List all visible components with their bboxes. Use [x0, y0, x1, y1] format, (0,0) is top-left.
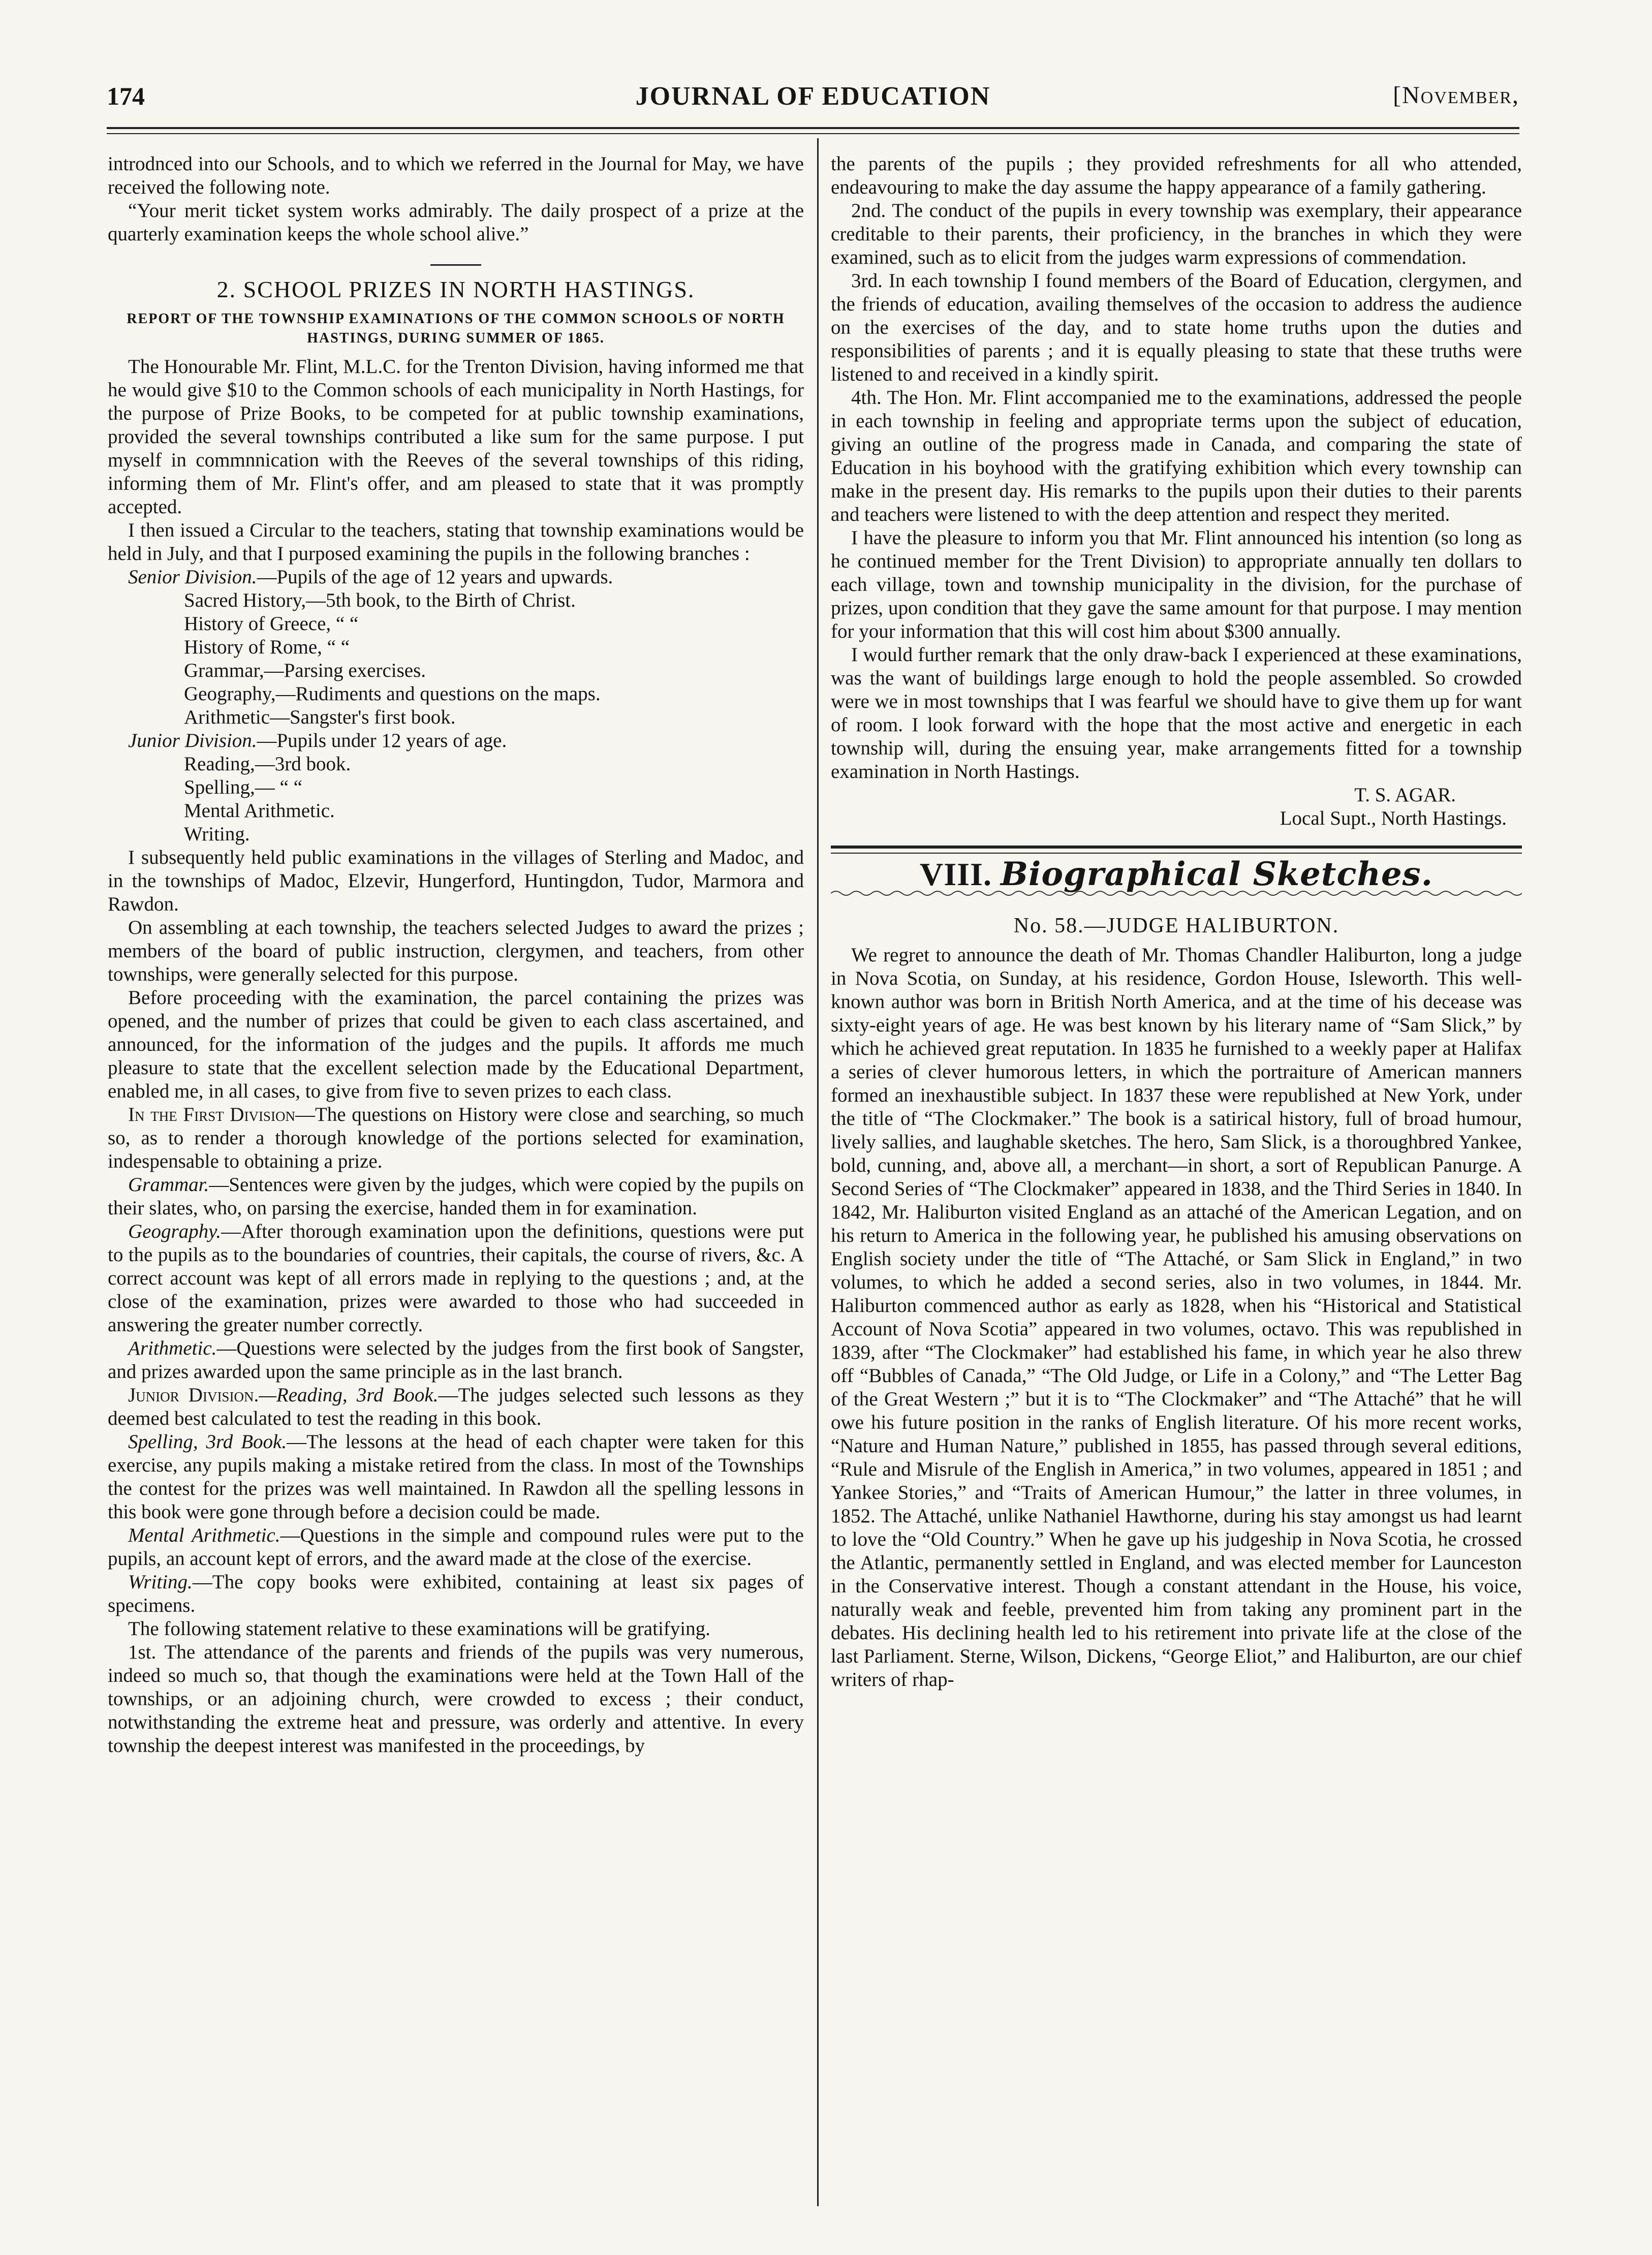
column-divider — [817, 138, 819, 2206]
geography-label: Geography. — [128, 1220, 222, 1242]
spelling-label: Spelling, 3rd Book. — [128, 1431, 287, 1453]
mental-arithmetic-paragraph — [108, 1524, 804, 1571]
section-heading-title: Biographical Sketches. — [1000, 855, 1433, 893]
spelling-text: —The lessons at the head of each chapter were taken for this exercise, any pupils making a mistake retired from the class. In most of the Townships the contest for the prizes was well maintained. In Rawdon all the spelling lessons in this book were gone through before a decision could be made. — [108, 1431, 804, 1523]
geography-paragraph — [108, 1220, 804, 1337]
writing-paragraph — [108, 1571, 804, 1617]
issue-month: [November, — [1393, 82, 1519, 109]
journal-title: JOURNAL OF EDUCATION — [635, 82, 991, 111]
section-rule-thick — [831, 845, 1522, 849]
arithmetic-text: —Questions were selected by the judges from the first book of Sangster, and prizes awarded upon the same principle as in the last branch. — [108, 1337, 804, 1383]
sketch-text: We regret to announce the death of Mr. Thomas Chandler Haliburton, long a judge in Nova Scotia, on Sunday, at his residence, Gordon House, Isleworth. This well-known author was born in British North America, and at the time of his decease was sixty-eight years of age. He was best known by his literary name of “Sam Slick,” by which he achieved great reputation. In 1835 he furnished to a weekly paper at Halifax a series of clever humorous letters, in which the portraiture of American manners formed an inexhaustible subject. In 1837 these were republished at New York, under the title of “The Clockmaker.” The book is a satirical history, full of broad humour, lively sallies, and laughable sketches. The hero, Sam Slick, is a thoroughbred Yankee, bold, cunning, and, above all, a merchant—in short, a sort of Republican Panurge. A Second Series of “The Clockmaker” appeared in 1838, and the Third Series in 1840. In 1842, Mr. Haliburton visited England as an attaché of the American Legation, and on his return to America in the following year, he published his amusing observations on English society under the title of “The Attaché, or Sam Slick in England,” in two volumes, to which he added a second series, also in two volumes, in 1844. Mr. Haliburton commenced author as early as 1828, when his “Historical and Statistical Account of Nova Scotia” appeared in two volumes, octavo. This was republished in 1839, after “The Clockmaker” had established his fame, in which year he also threw off “Bubbles of Canada,” “The Old Judge, or Life in a Colony,” and “The Letter Bag of the Great Western ;” but it is to “The Clockmaker” and “The Attaché” that he will owe his future position in the ranks of English literature. Of his more recent works, “Nature and Human Nature,” published in 1855, has passed through several editions, “Rule and Misrule of the English in America,” in two volumes, appeared in 1851 ; and Yankee Stories,” and “Traits of American Humour,” the latter in three volumes, in 1852. The Attaché, unlike Nathaniel Hawthorne, during his stay amongst us had learnt to love the “Old Country.” When he gave up his judgeship in Nova Scotia, he crossed the Atlantic, permanently settled in England, and was elected member for Launceston in the Conservative interest. Though a constant attendant in the House, his voice, naturally weak and feeble, prevented him from taking any prominent part in the debates. His declining health led to his retirement into private life at the close of the last Parliament. Sterne, Wilson, Dickens, “George Eliot,” and Haliburton, are our chief writers of rhap- — [831, 944, 1522, 1690]
page-header — [107, 81, 1519, 122]
paragraph: I have the pleasure to inform you that Mr. Flint announced his intention (so long as he continued member for the Trent Division) to appropriate annually ten dollars to each village, town and township municipality in the division, for the purchase of prizes, upon condition that they gave the same amount for that purpose. I may mention for your information that this will cost him about $300 annually. — [831, 527, 1522, 642]
header-rule-thin — [107, 133, 1519, 134]
signature-title: Local Supt., North Hastings. — [1280, 807, 1507, 829]
junior-reading-paragraph — [108, 1384, 804, 1430]
grammar-text: —Sentences were given by the judges, which were copied by the pupils on their slates, who, on parsing the exercise, handed them in for examination. — [108, 1174, 804, 1219]
first-division-text: —The questions on History were close and searching, so much so, as to render a thorough knowledge of the portions selected for examination, indespensable to obtaining a prize. — [108, 1104, 804, 1172]
paragraph: 3rd. In each township I found members of the Board of Education, clergymen, and the friends of education, availing themselves of the occasion to address the audience on the exercises of the day, and to state home truths upon the duties and responsibilities of parents ; and it is equally pleasing to state that these truths were listened to and received in a kindly spirit. — [831, 270, 1522, 385]
senior-division-line — [108, 566, 804, 589]
grammar-label: Grammar. — [128, 1174, 209, 1196]
arithmetic-label: Arithmetic. — [128, 1337, 217, 1359]
paragraph: 1st. The attendance of the parents and friends of the pupils was very numerous, indeed so much so, that though the examinations were held at the Town Hall of the townships, or an adjoining church, were crowded to excess ; their conduct, notwithstanding the extreme heat and pressure, was orderly and attentive. In every township the deepest interest was manifested in the proceedings, by — [108, 1641, 804, 1757]
arithmetic-paragraph — [108, 1337, 804, 1384]
section-number: VIII. — [920, 856, 992, 892]
list-item: Grammar,—Parsing exercises. — [184, 660, 426, 681]
junior-division-line — [108, 729, 804, 753]
header-rule-thick — [107, 127, 1519, 129]
geography-text: —After thorough examination upon the definitions, questions were put to the pupils as to the boundaries of countries, their capitals, the course of rivers, &c. A correct account was kept of all errors made in replying to the questions ; and, at the close of the examination, prizes were awarded to those who had succeeded in answering the greater number correctly. — [108, 1220, 804, 1336]
list-item: Sacred History,—5th book, to the Birth of Christ. — [184, 589, 576, 611]
first-division-label: In the First Division — [128, 1104, 295, 1125]
writing-label: Writing. — [128, 1571, 193, 1593]
reading-label: —Reading, 3rd Book. — [259, 1384, 439, 1406]
paragraph: I then issued a Circular to the teachers, stating that township examinations would be held in July, and that I purposed examining the pupils in the following branches : — [108, 519, 804, 565]
mental-arithmetic-label: Mental Arithmetic. — [128, 1524, 280, 1546]
section-subtitle: REPORT OF THE TOWNSHIP EXAMINATIONS OF THE COMMON SCHOOLS OF NORTH HASTINGS, DURING SUMMER OF 1865. — [127, 311, 785, 346]
junior-division-text: —Pupils under 12 years of age. — [257, 730, 507, 751]
paragraph: On assembling at each township, the teachers selected Judges to award the prizes ; members of the board of public instruction, clergymen, and teachers, from other townships, were generally selected for this purpose. — [108, 917, 804, 985]
left-column — [108, 152, 804, 1758]
grammar-paragraph — [108, 1173, 804, 1220]
branches-list — [108, 566, 804, 846]
list-item: Reading,—3rd book. — [184, 753, 351, 775]
list-item: Geography,—Rudiments and questions on the maps. — [184, 683, 601, 705]
list-item: Writing. — [184, 823, 250, 845]
senior-division-text: —Pupils of the age of 12 years and upwards. — [257, 566, 613, 588]
short-divider — [430, 264, 481, 266]
junior-division-label: Junior Division. — [128, 730, 257, 751]
list-item: History of Rome, “ “ — [184, 636, 350, 658]
paragraph: the parents of the pupils ; they provided refreshments for all who attended, endeavouring to make the day assume the happy appearance of a family gathering. — [831, 153, 1522, 198]
paragraph: I subsequently held public examinations in the villages of Sterling and Madoc, and in the townships of Madoc, Elzevir, Hungerford, Huntingdon, Tudor, Marmora and Rawdon. — [108, 847, 804, 915]
junior-division-heading: Junior Division. — [128, 1384, 259, 1406]
section-heading — [831, 855, 1522, 893]
reading-text: —The judges selected such lessons as they deemed best calculated to test the reading in this book. — [108, 1384, 804, 1429]
senior-division-label: Senior Division. — [128, 566, 257, 588]
quoted-note: “Your merit ticket system works admirably. The daily prospect of a prize at the quarterly examination keeps the whole school alive.” — [108, 200, 804, 245]
spelling-paragraph — [108, 1430, 804, 1524]
section-rule-thin — [831, 853, 1522, 854]
section-title: 2. SCHOOL PRIZES IN NORTH HASTINGS. — [216, 276, 695, 302]
signature-name: T. S. AGAR. — [1354, 784, 1456, 806]
writing-text: —The copy books were exhibited, containing at least six pages of specimens. — [108, 1571, 804, 1616]
wavy-rule — [831, 889, 1522, 897]
mental-arithmetic-text: —Questions in the simple and compound rules were put to the pupils, an account kept of errors, and the award made at the close of the exercise. — [108, 1524, 804, 1570]
list-item: Spelling,— “ “ — [184, 776, 302, 798]
paragraph: Before proceeding with the examination, the parcel containing the prizes was opened, and the number of prizes that could be given to each class ascertained, and announced, for the information of the judges and the pupils. It affords me much pleasure to state that the excellent selection made by the Educational Department, enabled me, in all cases, to give from five to seven prizes to each class. — [108, 987, 804, 1102]
first-division-paragraph — [108, 1103, 804, 1173]
paragraph: The Honourable Mr. Flint, M.L.C. for the Trenton Division, having informed me that he would give $10 to the Common schools of each municipality in North Hastings, for the purpose of Prize Books, to be competed for at public township examinations, provided the several townships contributed a like sum for the same purpose. I put myself in commnnication with the Reeves of the several townships of this riding, informing them of Mr. Flint's offer, and am pleased to state that it was promptly accepted. — [108, 356, 804, 518]
paragraph: 4th. The Hon. Mr. Flint accompanied me to the examinations, addressed the people in each township in feeling and appropriate terms upon the subject of education, giving an outline of the progress made in Canada, and comparing the state of Education in his boyhood with the gratifying exhibition which every township can make in the present day. His remarks to the pupils upon their duties to their parents and teachers were listened to with the deep attention and respect they merited. — [831, 387, 1522, 525]
intro-paragraph: introdnced into our Schools, and to which we referred in the Journal for May, we have received the following note. — [108, 153, 804, 198]
list-item: Arithmetic—Sangster's first book. — [184, 706, 456, 728]
page-number: 174 — [107, 82, 145, 110]
list-item: History of Greece, “ “ — [184, 613, 359, 635]
right-column — [831, 152, 1522, 1692]
list-item: Mental Arithmetic. — [184, 800, 335, 822]
paragraph: 2nd. The conduct of the pupils in every township was exemplary, their appearance creditable to their parents, their proficiency, in the branches in which they were examined, such as to elicit from the judges warm expressions of commendation. — [831, 200, 1522, 268]
paragraph: I would further remark that the only draw-back I experienced at these examinations, was the want of buildings large enough to hold the people assembled. So crowded were we in most townships that I was fearful we should have to give them up for want of room. I look forward with the hope that the most active and energetic in each township will, during the ensuing year, make arrangements fitted for a township examination in North Hastings. — [831, 644, 1522, 782]
paragraph: The following statement relative to these examinations will be gratifying. — [128, 1618, 710, 1640]
sketch-title: No. 58.—JUDGE HALIBURTON. — [1013, 914, 1339, 937]
